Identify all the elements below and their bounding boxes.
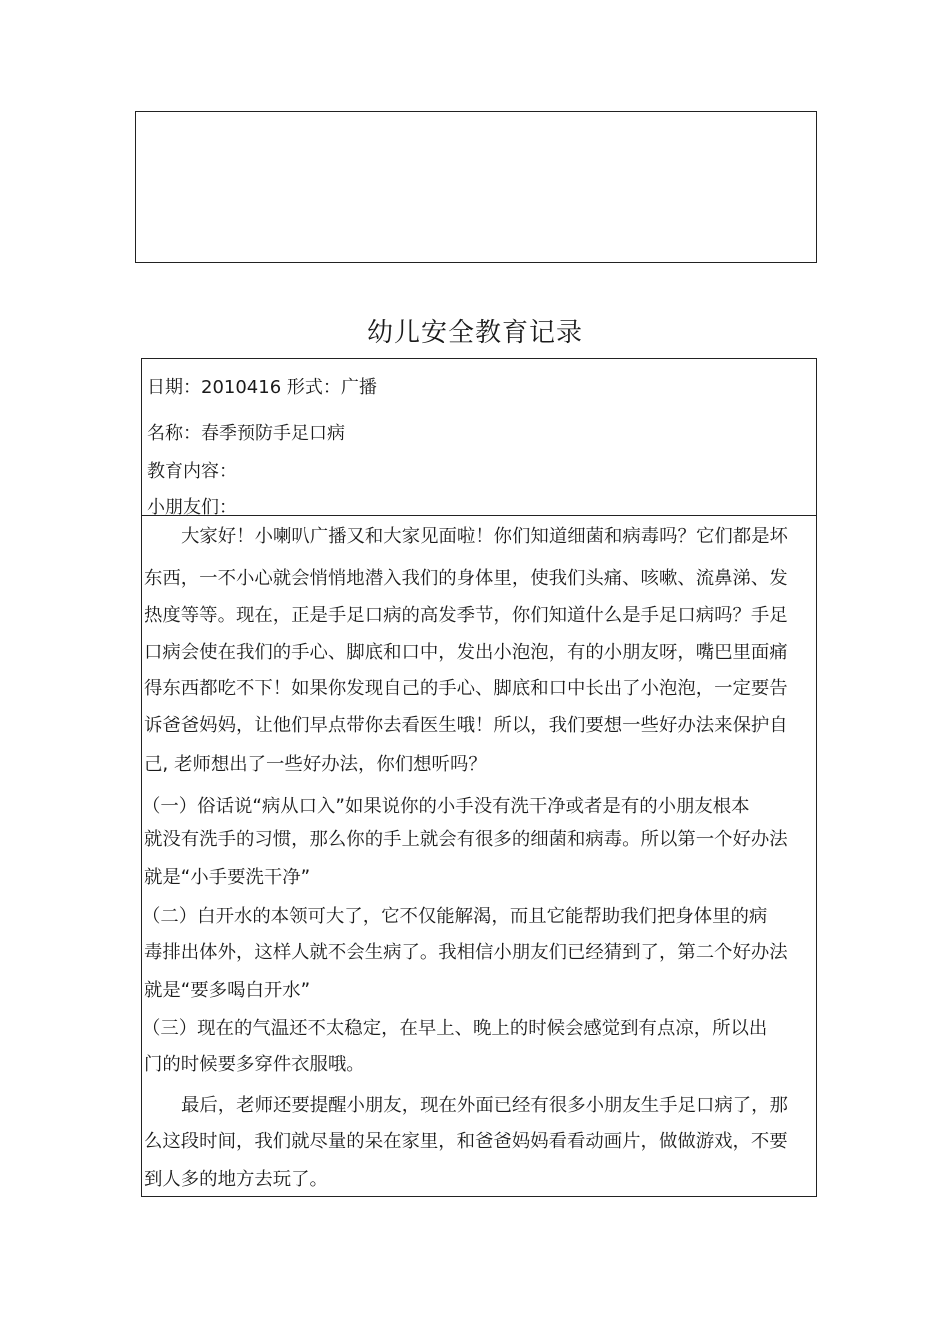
content-line: 到人多的地方去玩了。 [144,1169,328,1190]
content-line: 最后，老师还要提醒小朋友，现在外面已经有很多小朋友生手足口病了，那 [181,1095,788,1116]
content-line: 就是“小手要洗干净” [144,867,311,888]
content-line: 口病会使在我们的手心、脚底和口中，发出小泡泡，有的小朋友呀，嘴巴里面痛 [144,642,788,663]
content-line: 东西，一不小心就会悄悄地潜入我们的身体里，使我们头痛、咳嗽、流鼻涕、发 [144,568,788,589]
content-line: 大家好！小喇叭广播又和大家见面啦！你们知道细菌和病毒吗？它们都是坏 [181,526,788,547]
empty-frame [135,111,817,263]
content-line: 就是“要多喝白开水” [144,980,311,1001]
content-section [141,516,817,1197]
info-section [141,358,817,516]
document-title: 幼儿安全教育记录 [366,318,583,348]
content-line: 热度等等。现在，正是手足口病的高发季节，你们知道什么是手足口病吗？手足 [144,605,788,626]
content-line: 毒排出体外，这样人就不会生病了。我相信小朋友们已经猜到了，第二个好办法 [144,942,788,963]
content-line: 己, 老师想出了一些好办法，你们想听吗？ [144,754,487,775]
greeting-line: 小朋友们： [147,497,237,518]
content-line: 得东西都吃不下！如果你发现自己的手心、脚底和口中长出了小泡泡，一定要告 [144,678,788,699]
content-line: 就没有洗手的习惯，那么你的手上就会有很多的细菌和病毒。所以第一个好办法 [144,829,788,850]
content-line: （三）现在的气温还不太稳定，在早上、晚上的时候会感觉到有点凉，所以出 [142,1018,768,1039]
content-line: 诉爸爸妈妈，让他们早点带你去看医生哦！所以，我们要想一些好办法来保护自 [144,715,788,736]
content-label: 教育内容： [147,461,237,482]
content-line: 门的时候要多穿件衣服哦。 [144,1054,365,1075]
content-line: 么这段时间，我们就尽量的呆在家里，和爸爸妈妈看看动画片，做做游戏，不要 [144,1131,788,1152]
name-line: 名称：春季预防手足口病 [147,423,345,444]
date-form-line: 日期：2010416 形式：广播 [147,377,377,398]
content-line: （一）俗话说“病从口入”如果说你的小手没有洗干净或者是有的小朋友根本 [142,796,750,817]
content-line: （二）白开水的本领可大了，它不仅能解渴，而且它能帮助我们把身体里的病 [142,906,768,927]
